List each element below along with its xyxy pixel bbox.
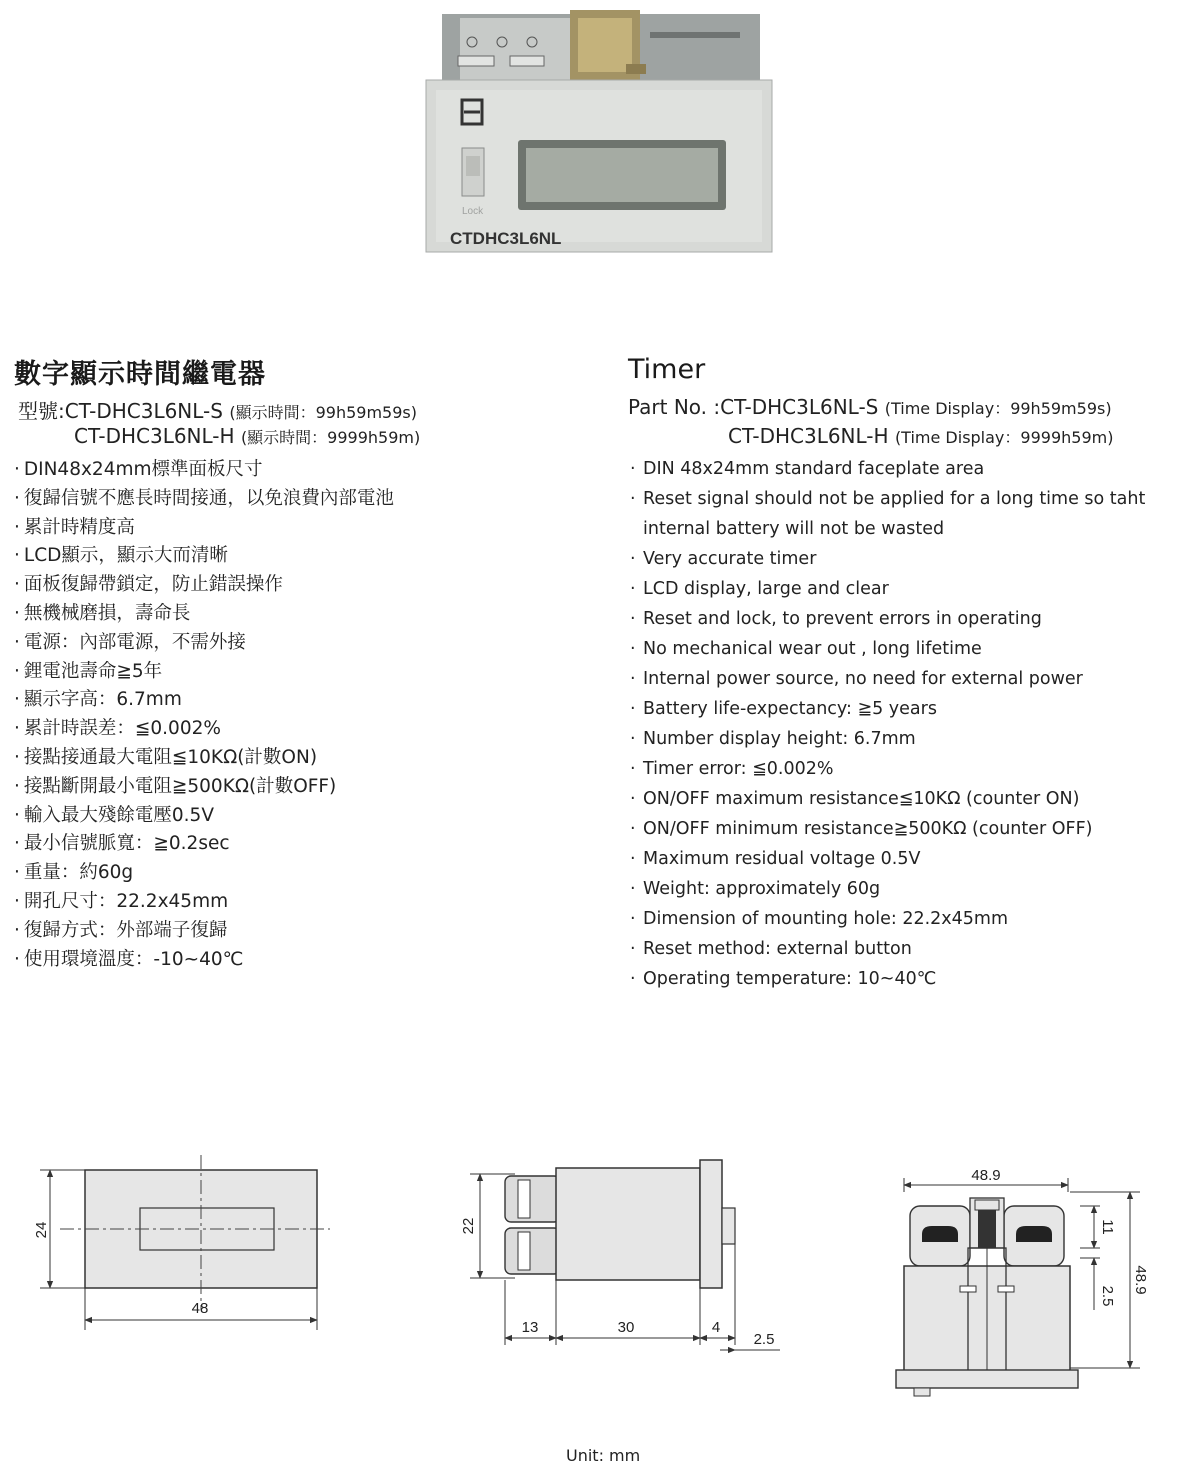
zh-feature-item: · 累計時精度高	[14, 514, 584, 543]
zh-feature-item: · 接點接通最大電阻≦10KΩ(計數ON)	[14, 744, 584, 773]
zh-feature-item: · 鋰電池壽命≧5年	[14, 658, 584, 687]
top-dim-b-label: 2.5	[1099, 1285, 1116, 1307]
en-feature-item: · Battery life-expectancy: ≧5 years	[630, 694, 1190, 724]
en-feature-item: · Internal power source, no need for external power	[630, 664, 1190, 694]
top-height-label: 48.9	[1132, 1265, 1149, 1295]
side-dim-c-label: 4	[711, 1319, 721, 1336]
front-width-label: 48	[191, 1300, 209, 1317]
zh-model-s	[18, 395, 417, 424]
zh-model-h-code: CT-DHC3L6NL-H	[74, 424, 235, 448]
zh-feature-item: · 開孔尺寸：22.2x45mm	[14, 888, 584, 917]
zh-feature-item: · 復歸方式：外部端子復歸	[14, 917, 584, 946]
en-model-s	[628, 395, 1112, 419]
zh-model-h-note: (顯示時間：9999h59m)	[240, 428, 421, 447]
zh-feature-item: · 重量：約60g	[14, 859, 584, 888]
zh-model-s-code: CT-DHC3L6NL-S	[64, 399, 223, 423]
en-feature-item: · Reset and lock, to prevent errors in operating	[630, 604, 1190, 634]
en-model-s-note: (Time Display：99h59m59s)	[884, 399, 1112, 418]
en-feature-item: · Weight: approximately 60g	[630, 874, 1190, 904]
zh-model-h	[74, 424, 420, 448]
en-feature-item: · No mechanical wear out , long lifetime	[630, 634, 1190, 664]
en-feature-item: · Very accurate timer	[630, 544, 1190, 574]
en-feature-item: · Reset signal should not be applied for a long time so taht internal battery will not be wasted	[630, 484, 1190, 544]
side-dim-b-label: 30	[617, 1319, 635, 1336]
zh-feature-item: · 面板復歸帶鎖定，防止錯誤操作	[14, 571, 584, 600]
zh-feature-item: · 無機械磨損，壽命長	[14, 600, 584, 629]
zh-feature-item: · 電源：內部電源，不需外接	[14, 629, 584, 658]
zh-title: 數字顯示時間繼電器	[14, 359, 266, 390]
en-feature-item: · Dimension of mounting hole: 22.2x45mm	[630, 904, 1190, 934]
side-dim-d-label: 2.5	[753, 1331, 775, 1348]
zh-feature-item: · 接點斷開最小電阻≧500KΩ(計數OFF)	[14, 773, 584, 802]
en-feature-list	[630, 454, 1190, 994]
model-label: CTDHC3L6NL	[450, 229, 562, 248]
zh-feature-item: · DIN48x24mm標準面板尺寸	[14, 456, 584, 485]
en-feature-item: · LCD display, large and clear	[630, 574, 1190, 604]
lock-label: Lock	[462, 206, 484, 217]
en-feature-item: · Reset method: external button	[630, 934, 1190, 964]
en-model-s-code: CT-DHC3L6NL-S	[720, 395, 879, 419]
en-model-prefix: Part No. :	[628, 395, 721, 419]
en-feature-item: · ON/OFF minimum resistance≧500KΩ (counter OFF)	[630, 814, 1190, 844]
en-feature-item: · ON/OFF maximum resistance≦10KΩ (counter ON)	[630, 784, 1190, 814]
zh-feature-item: · 使用環境溫度：-10~40℃	[14, 946, 584, 975]
zh-feature-item: · LCD顯示，顯示大而清晰	[14, 542, 584, 571]
en-feature-item: · Operating temperature: 10~40℃	[630, 964, 1190, 994]
unit-label: Unit: mm	[566, 1446, 641, 1465]
side-view-drawing	[460, 1160, 780, 1350]
zh-model-prefix: 型號:	[18, 399, 65, 423]
en-feature-item: · DIN 48x24mm standard faceplate area	[630, 454, 1190, 484]
front-view-drawing	[33, 1155, 330, 1330]
top-view-drawing	[896, 1167, 1149, 1396]
front-height-label: 24	[33, 1221, 50, 1239]
zh-model-s-note: (顯示時間：99h59m59s)	[229, 403, 417, 422]
side-height-label: 22	[460, 1217, 477, 1235]
top-dim-a-label: 11	[1099, 1219, 1116, 1235]
side-dim-a-label: 13	[521, 1319, 539, 1336]
en-model-h	[728, 424, 1113, 448]
en-feature-item: · Number display height: 6.7mm	[630, 724, 1190, 754]
en-title: Timer	[628, 354, 706, 385]
en-model-h-note: (Time Display：9999h59m)	[894, 428, 1114, 447]
en-feature-item: · Timer error: ≦0.002%	[630, 754, 1190, 784]
en-model-h-code: CT-DHC3L6NL-H	[728, 424, 889, 448]
dimension-drawings	[0, 1150, 1200, 1400]
product-photo	[420, 8, 780, 258]
zh-feature-item: · 顯示字高：6.7mm	[14, 686, 584, 715]
top-width-label: 48.9	[971, 1167, 1001, 1184]
zh-feature-item: · 輸入最大殘餘電壓0.5V	[14, 802, 584, 831]
en-feature-item: · Maximum residual voltage 0.5V	[630, 844, 1190, 874]
zh-feature-item: · 累計時誤差：≦0.002%	[14, 715, 584, 744]
zh-feature-list	[14, 456, 584, 974]
zh-feature-item: · 復歸信號不應長時間接通，以免浪費內部電池	[14, 485, 584, 514]
zh-feature-item: · 最小信號脈寬：≧0.2sec	[14, 830, 584, 859]
